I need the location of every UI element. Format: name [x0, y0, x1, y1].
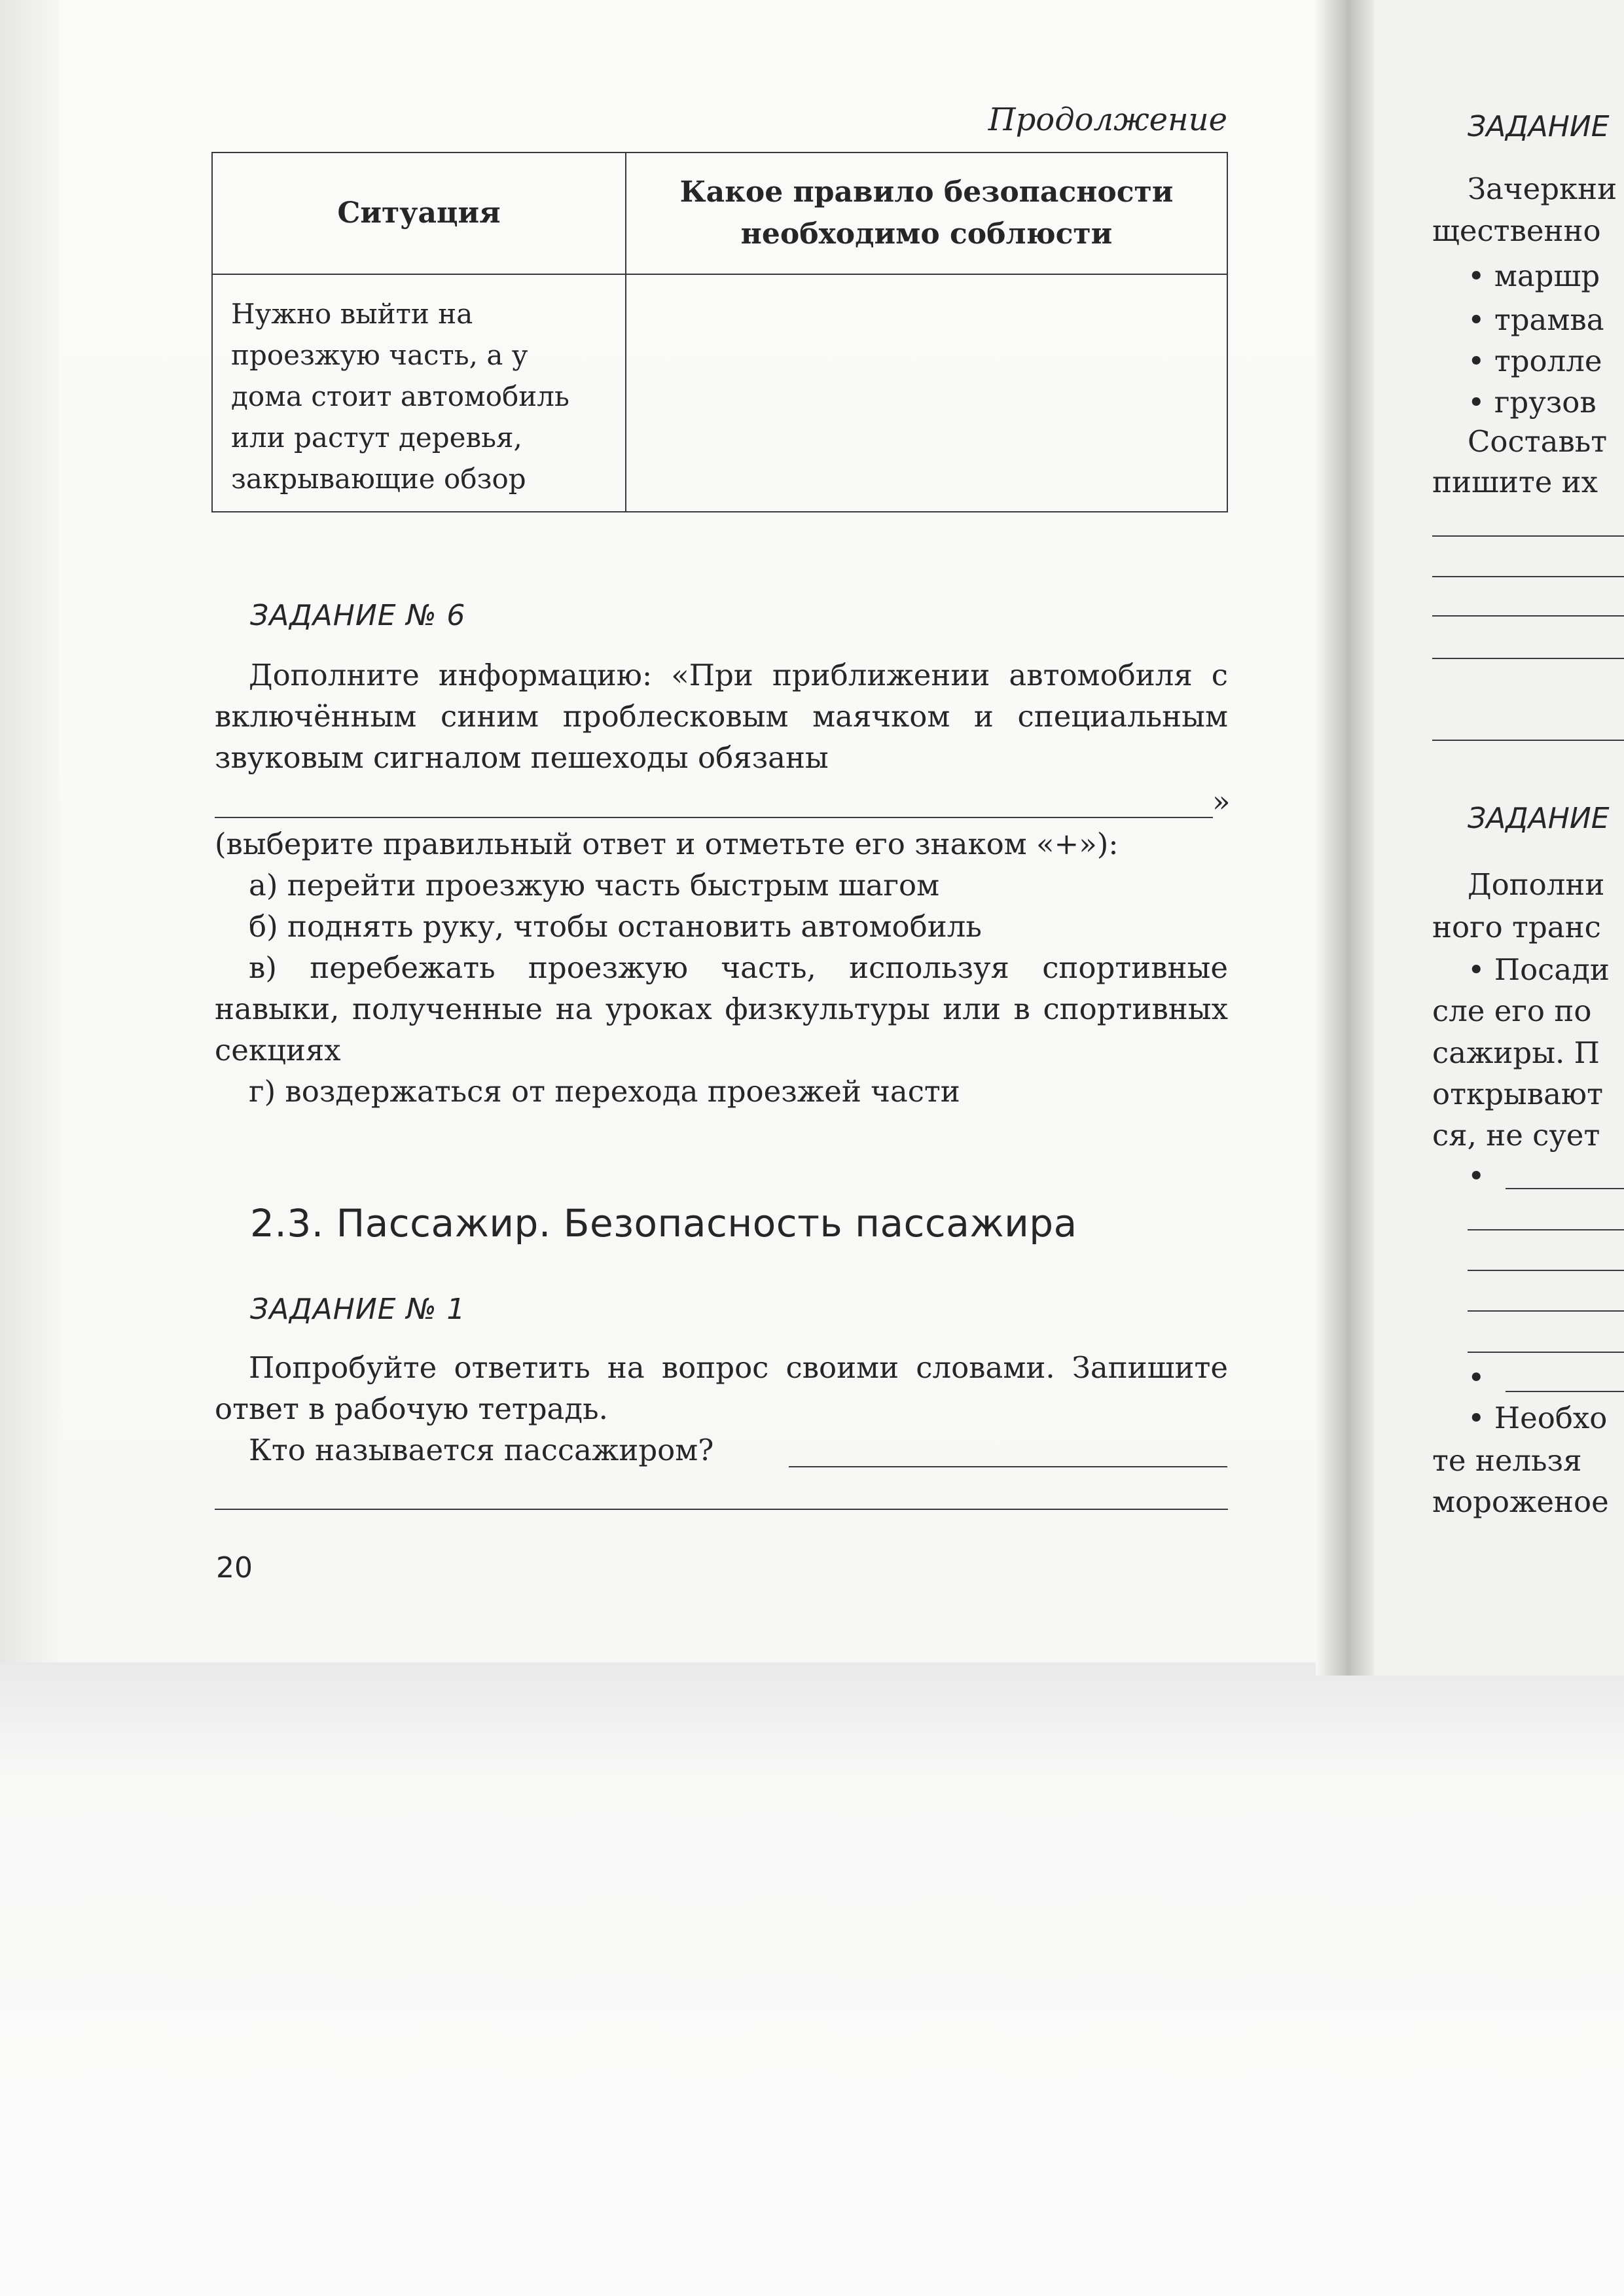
- rp-line: • Посади: [1468, 952, 1610, 987]
- task1-text-block: [215, 1347, 1228, 1471]
- task1-answer-blank-1[interactable]: [789, 1466, 1227, 1467]
- situation-table: [211, 152, 1228, 512]
- rp-line: •: [1468, 1158, 1485, 1193]
- task1-title: ЗАДАНИЕ № 1: [250, 1293, 466, 1326]
- task6-statement: Дополните информацию: «При приближении автомобиля с включённым синим проблесковым маячком и специальным звуковым сигналом пешеходы обязаны: [215, 658, 1228, 775]
- section-heading: 2.3. Пассажир. Безопасность пассажира: [250, 1201, 1077, 1246]
- scan-bottom-area: [0, 1662, 1624, 2296]
- task6-options: [215, 823, 1228, 1112]
- rp-line: Составьт: [1468, 424, 1608, 459]
- rp-blank[interactable]: [1432, 740, 1624, 741]
- rp-blank[interactable]: [1432, 658, 1624, 659]
- header-rule: Какое правило безопасности необходимо соблюсти: [626, 152, 1227, 274]
- rp-blank[interactable]: [1432, 535, 1624, 537]
- rp-line: те нельзя: [1432, 1443, 1582, 1478]
- book-gutter: [1316, 0, 1375, 1676]
- continued-label: Продолжение: [988, 101, 1227, 138]
- task6-instruction: (выберите правильный ответ и отметьте его знаком «+»):: [215, 827, 1119, 861]
- rp-line: пишите их: [1432, 465, 1598, 499]
- rp-line: •: [1468, 1360, 1485, 1395]
- rp-line: Зачеркни: [1468, 171, 1617, 206]
- task1-text: Попробуйте ответить на вопрос своими словами. Запишите ответ в рабочую тетрадь.: [215, 1350, 1228, 1426]
- rp-blank[interactable]: [1468, 1310, 1624, 1312]
- rp-blank[interactable]: [1468, 1352, 1624, 1353]
- task6-closing-quote: »: [1212, 784, 1231, 819]
- task1-answer-blank-2[interactable]: [215, 1509, 1228, 1510]
- task6-answer-blank[interactable]: [215, 817, 1213, 818]
- task6-text: [215, 655, 1228, 778]
- table-header-row: [212, 152, 1227, 274]
- rp-task-title-1: ЗАДАНИЕ: [1468, 110, 1610, 143]
- rp-blank[interactable]: [1432, 576, 1624, 577]
- task6-title: ЗАДАНИЕ № 6: [250, 599, 466, 632]
- rp-line: сажиры. П: [1432, 1035, 1600, 1070]
- task1-question: Кто называется пассажиром?: [249, 1433, 714, 1467]
- right-page-fragment: [1375, 0, 1624, 1676]
- option-c[interactable]: в) перебежать проезжую часть, используя спортивные навыки, полученные на уроках физкультуры или в спортивных секциях: [215, 950, 1228, 1067]
- table-row: [212, 274, 1227, 512]
- header-situation: Ситуация: [212, 152, 626, 274]
- rp-blank[interactable]: [1468, 1270, 1624, 1271]
- option-d[interactable]: г) воздержаться от перехода проезжей части: [249, 1074, 960, 1109]
- rp-line: щественно: [1432, 213, 1601, 248]
- rp-line: открывают: [1432, 1077, 1603, 1111]
- rp-blank[interactable]: [1506, 1188, 1624, 1189]
- rp-line: • маршр: [1468, 259, 1600, 293]
- option-b[interactable]: б) поднять руку, чтобы остановить автомобиль: [249, 909, 982, 944]
- rp-line: • грузов: [1468, 385, 1597, 420]
- rp-line: • трамва: [1468, 302, 1604, 337]
- rp-line: • тролле: [1468, 344, 1602, 378]
- rp-line: ного транс: [1432, 910, 1601, 944]
- cell-rule-answer[interactable]: [626, 274, 1227, 512]
- rp-line: ся, не сует: [1432, 1118, 1600, 1153]
- rp-line: • Необхо: [1468, 1401, 1608, 1435]
- rp-line: мороженое: [1432, 1484, 1609, 1519]
- page-number: 20: [216, 1551, 253, 1585]
- rp-blank[interactable]: [1432, 615, 1624, 617]
- rp-task-title-2: ЗАДАНИЕ: [1468, 802, 1610, 835]
- cell-situation: Нужно выйти на проезжую часть, а у дома стоит автомобиль или растут деревья, закрывающие обзор: [212, 274, 626, 512]
- rp-line: Дополни: [1468, 867, 1605, 902]
- rp-line: сле его по: [1432, 994, 1592, 1028]
- rp-blank[interactable]: [1468, 1229, 1624, 1230]
- rp-blank[interactable]: [1506, 1391, 1624, 1392]
- option-a[interactable]: а) перейти проезжую часть быстрым шагом: [249, 868, 940, 903]
